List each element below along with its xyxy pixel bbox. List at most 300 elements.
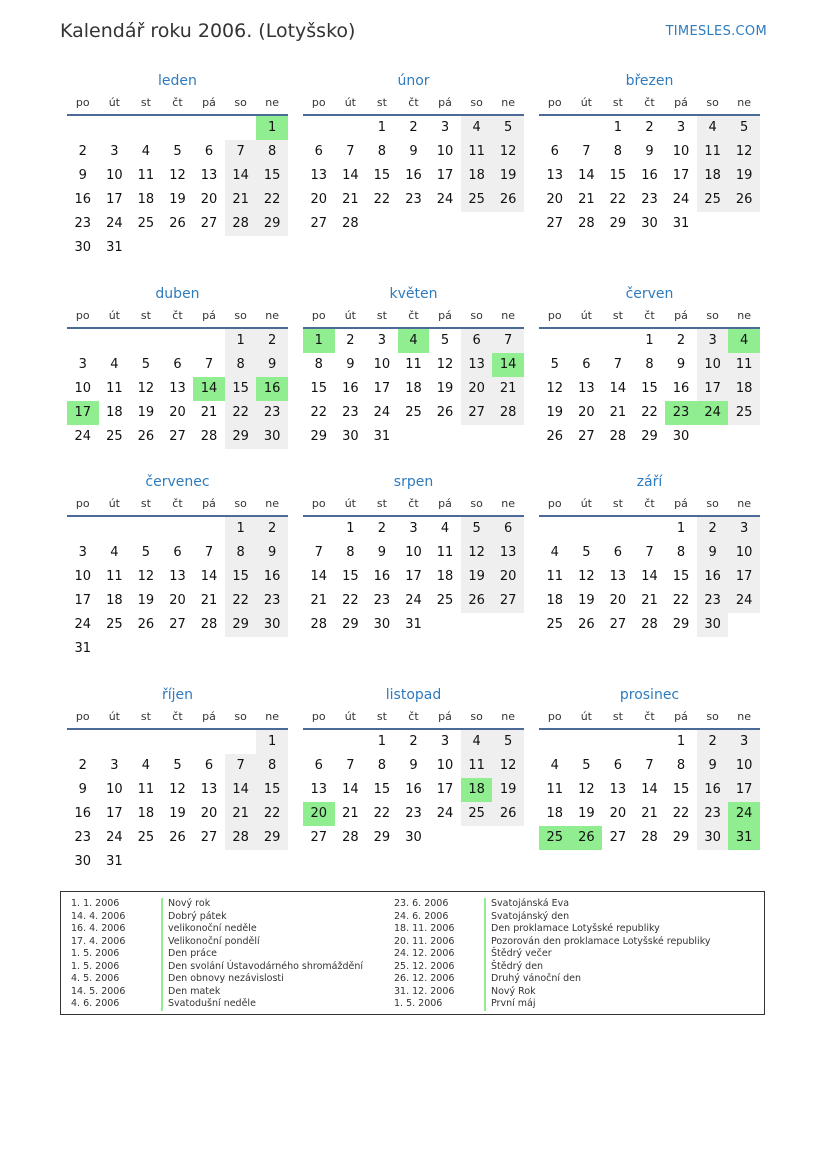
day-cell: 15 [225, 565, 257, 589]
weekday-header [539, 92, 760, 116]
day-cell: 31 [672, 216, 690, 231]
day-cell: 22 [256, 802, 288, 826]
weekday-label: út [108, 96, 120, 109]
day-cell: 30 [405, 830, 422, 845]
day-cell: 20 [609, 806, 627, 821]
day-cell: 18 [546, 806, 564, 821]
day-cell: 16 [373, 569, 391, 584]
day-cell: 23 [256, 589, 288, 613]
holiday-row [71, 898, 363, 911]
day-cell: 20 [578, 405, 595, 420]
empty-cell [225, 730, 257, 754]
month-calendar [67, 70, 288, 260]
weekday-label: pá [674, 96, 688, 109]
day-cell: 17 [405, 569, 422, 584]
day-cell: 12 [578, 569, 595, 584]
weekday-label: čt [172, 309, 183, 322]
weekday-label: čt [408, 497, 419, 510]
day-cell: 20 [546, 192, 564, 207]
month-calendar [67, 471, 288, 661]
empty-cell [99, 730, 131, 754]
day-cell: 14 [641, 782, 658, 797]
day-cell: 21 [310, 593, 328, 608]
day-cell: 16 [256, 565, 288, 589]
day-cell: 12 [492, 754, 524, 778]
day-cell: 9 [346, 357, 355, 372]
weekday-label: pá [202, 710, 216, 723]
holiday-date: 23. 6. 2006 [394, 898, 449, 909]
day-cell: 1 [676, 521, 686, 536]
day-cell: 24 [74, 429, 92, 444]
day-cell: 31 [106, 854, 123, 869]
empty-cell [193, 116, 225, 140]
day-cell: 9 [78, 782, 87, 797]
day-cell: 4 [461, 730, 493, 754]
weekday-label: ne [501, 309, 516, 322]
weekday-label: čt [408, 710, 419, 723]
day-cell: 8 [377, 758, 387, 773]
day-cell: 15 [609, 168, 627, 183]
day-cell: 29 [256, 826, 288, 850]
empty-cell [162, 517, 194, 541]
day-cell: 30 [256, 613, 288, 637]
weekday-label: po [547, 96, 562, 109]
day-cell: 23 [405, 192, 422, 207]
day-cell: 11 [137, 168, 155, 183]
day-cell: 11 [106, 381, 123, 396]
holiday-name: Štědrý večer [484, 948, 552, 961]
day-cell: 17 [728, 565, 760, 589]
day-cell: 3 [78, 545, 87, 560]
weekday-label: út [344, 497, 356, 510]
day-grid [303, 116, 524, 236]
day-cell: 18 [436, 569, 454, 584]
day-cell: 10 [106, 168, 123, 183]
holiday-name: Pozorován den proklamace Lotyšské republiky [484, 936, 710, 949]
day-cell: 10 [672, 144, 690, 159]
day-cell: 15 [373, 168, 391, 183]
day-cell: 2 [78, 144, 87, 159]
holiday-name: Den práce [161, 948, 217, 961]
holiday-row [71, 911, 363, 924]
day-cell: 18 [461, 778, 493, 802]
empty-cell [602, 329, 634, 353]
weekday-label: pá [438, 497, 452, 510]
day-cell: 30 [373, 617, 391, 632]
day-cell: 30 [74, 854, 92, 869]
page-title: Kalendář roku 2006. (Lotyšsko) [60, 20, 356, 42]
day-cell: 26 [492, 802, 524, 826]
day-cell: 6 [204, 144, 214, 159]
weekday-label: pá [438, 309, 452, 322]
day-cell: 19 [461, 565, 493, 589]
day-cell: 13 [169, 569, 186, 584]
day-cell: 28 [310, 617, 328, 632]
weekday-label: so [706, 497, 719, 510]
day-cell: 6 [314, 144, 323, 159]
day-cell: 15 [373, 782, 391, 797]
day-cell: 17 [672, 168, 690, 183]
day-cell: 3 [110, 144, 119, 159]
empty-cell [67, 329, 99, 353]
day-cell: 7 [492, 329, 524, 353]
day-cell: 16 [672, 381, 690, 396]
day-cell: 20 [200, 192, 218, 207]
weekday-header [67, 305, 288, 329]
holiday-name: Den svolání Ústavodárného shromáždění [161, 961, 363, 974]
day-grid [539, 116, 760, 236]
empty-cell [303, 730, 335, 754]
day-cell: 29 [641, 429, 658, 444]
day-cell: 6 [613, 545, 623, 560]
day-cell: 4 [550, 758, 559, 773]
empty-cell [130, 329, 162, 353]
day-cell: 21 [225, 802, 257, 826]
day-cell: 22 [672, 806, 690, 821]
weekday-label: čt [408, 309, 419, 322]
day-cell: 8 [256, 140, 288, 164]
day-cell: 25 [106, 429, 123, 444]
empty-cell [99, 116, 131, 140]
day-cell: 5 [461, 517, 493, 541]
holiday-date: 1. 5. 2006 [71, 960, 120, 972]
holiday-name: Nový Rok [484, 986, 536, 999]
day-cell: 12 [461, 541, 493, 565]
day-cell: 10 [436, 758, 454, 773]
day-cell: 26 [137, 617, 155, 632]
month-name: srpen [393, 474, 434, 490]
day-cell: 20 [169, 593, 186, 608]
day-cell: 16 [74, 806, 92, 821]
day-cell: 30 [672, 429, 690, 444]
day-cell: 7 [314, 545, 323, 560]
day-cell: 23 [256, 401, 288, 425]
day-cell: 8 [676, 758, 686, 773]
day-cell: 10 [373, 357, 391, 372]
day-cell: 4 [110, 357, 119, 372]
holiday-name: Štědrý den [484, 961, 543, 974]
empty-cell [67, 730, 99, 754]
brand-link[interactable]: TIMESLES.COM [665, 24, 767, 39]
day-cell: 25 [461, 802, 493, 826]
day-cell: 28 [225, 212, 257, 236]
empty-cell [99, 329, 131, 353]
day-cell: 10 [74, 381, 92, 396]
day-cell: 15 [256, 778, 288, 802]
holiday-name: Svatodušní neděle [161, 998, 256, 1011]
day-cell: 17 [373, 381, 391, 396]
weekday-label: čt [644, 96, 655, 109]
weekday-header [67, 493, 288, 517]
holiday-row [71, 986, 363, 999]
empty-cell [571, 730, 603, 754]
day-cell: 9 [676, 357, 686, 372]
holiday-name: Dobrý pátek [161, 911, 227, 924]
weekday-label: čt [172, 497, 183, 510]
month-name: duben [155, 286, 200, 302]
weekday-label: út [108, 710, 120, 723]
month-calendar [67, 684, 288, 874]
day-cell: 13 [578, 381, 595, 396]
day-cell: 29 [373, 830, 391, 845]
day-cell: 13 [310, 168, 328, 183]
weekday-label: pá [674, 309, 688, 322]
weekday-header [303, 493, 524, 517]
day-cell: 25 [436, 593, 454, 608]
day-cell: 27 [461, 401, 493, 425]
day-cell: 7 [645, 545, 654, 560]
day-cell: 18 [461, 164, 493, 188]
day-cell: 20 [169, 405, 186, 420]
day-cell: 24 [728, 802, 760, 826]
day-cell: 8 [225, 353, 257, 377]
day-cell: 12 [578, 782, 595, 797]
weekday-label: st [140, 309, 151, 322]
weekday-label: út [580, 309, 592, 322]
day-cell: 7 [204, 545, 214, 560]
weekday-label: po [75, 710, 90, 723]
empty-cell [162, 730, 194, 754]
holiday-row [394, 898, 710, 911]
day-cell: 3 [110, 758, 119, 773]
weekday-label: po [75, 497, 90, 510]
day-cell: 29 [342, 617, 359, 632]
month-calendar [539, 471, 760, 637]
weekday-label: čt [172, 96, 183, 109]
day-cell: 8 [314, 357, 323, 372]
day-cell: 21 [342, 192, 359, 207]
day-cell: 6 [314, 758, 323, 773]
day-cell: 24 [106, 216, 123, 231]
day-cell: 19 [492, 164, 524, 188]
weekday-label: st [612, 710, 623, 723]
weekday-label: so [470, 96, 483, 109]
holiday-row [71, 923, 363, 936]
weekday-label: pá [202, 96, 216, 109]
day-cell: 14 [492, 353, 524, 377]
day-cell: 5 [582, 545, 591, 560]
day-cell: 8 [346, 545, 355, 560]
month-calendar [539, 283, 760, 449]
day-cell: 14 [310, 569, 328, 584]
day-cell: 16 [405, 168, 422, 183]
holiday-column-left [71, 898, 363, 1011]
day-cell: 29 [672, 617, 690, 632]
day-cell: 29 [609, 216, 627, 231]
day-cell: 14 [193, 377, 225, 401]
weekday-label: so [706, 96, 719, 109]
day-cell: 31 [74, 641, 92, 656]
holiday-date: 18. 11. 2006 [394, 923, 455, 934]
day-cell: 31 [373, 429, 391, 444]
day-cell: 26 [436, 405, 454, 420]
day-cell: 27 [546, 216, 564, 231]
empty-cell [602, 517, 634, 541]
day-cell: 8 [613, 144, 623, 159]
day-cell: 26 [461, 589, 493, 613]
day-cell: 18 [697, 164, 729, 188]
day-cell: 31 [405, 617, 422, 632]
day-cell: 29 [256, 212, 288, 236]
empty-cell [571, 329, 603, 353]
day-cell: 10 [74, 569, 92, 584]
holiday-date: 14. 5. 2006 [71, 985, 126, 997]
day-cell: 1 [676, 734, 686, 749]
day-cell: 2 [256, 517, 288, 541]
empty-cell [225, 116, 257, 140]
weekday-label: út [580, 497, 592, 510]
day-cell: 23 [665, 401, 697, 425]
day-cell: 6 [550, 144, 559, 159]
day-cell: 19 [578, 593, 595, 608]
holiday-date: 25. 12. 2006 [394, 960, 455, 972]
day-cell: 21 [342, 806, 359, 821]
weekday-label: út [344, 309, 356, 322]
day-cell: 27 [169, 429, 186, 444]
day-cell: 24 [373, 405, 391, 420]
month-calendar [539, 684, 760, 850]
day-cell: 4 [110, 545, 119, 560]
weekday-label: so [234, 309, 247, 322]
day-cell: 30 [697, 826, 729, 850]
day-cell: 3 [78, 357, 87, 372]
month-name: říjen [161, 687, 194, 703]
day-cell: 9 [256, 541, 288, 565]
day-cell: 9 [256, 353, 288, 377]
day-cell: 4 [141, 758, 151, 773]
empty-cell [335, 116, 367, 140]
day-cell: 4 [461, 116, 493, 140]
day-cell: 1 [346, 521, 355, 536]
weekday-label: so [234, 497, 247, 510]
weekday-label: so [234, 710, 247, 723]
holiday-name: Svatojánský den [484, 911, 569, 924]
month-calendar [67, 283, 288, 449]
day-cell: 1 [645, 333, 654, 348]
day-cell: 20 [310, 192, 328, 207]
day-grid [539, 329, 760, 449]
weekday-header [539, 305, 760, 329]
day-cell: 19 [546, 405, 564, 420]
day-cell: 21 [641, 593, 658, 608]
day-cell: 28 [492, 401, 524, 425]
day-cell: 25 [106, 617, 123, 632]
day-cell: 11 [436, 545, 454, 560]
day-cell: 22 [672, 593, 690, 608]
empty-cell [193, 329, 225, 353]
day-cell: 3 [728, 517, 760, 541]
day-cell: 27 [492, 589, 524, 613]
holiday-date: 1. 5. 2006 [71, 948, 120, 959]
day-cell: 12 [728, 140, 760, 164]
day-cell: 9 [645, 144, 654, 159]
month-calendar [303, 471, 524, 637]
day-cell: 6 [582, 357, 591, 372]
weekday-label: út [108, 309, 120, 322]
weekday-header [303, 92, 524, 116]
day-cell: 22 [373, 192, 391, 207]
weekday-label: so [234, 96, 247, 109]
day-cell: 16 [74, 192, 92, 207]
holiday-row [71, 998, 363, 1011]
day-cell: 21 [492, 377, 524, 401]
weekday-label: st [612, 497, 623, 510]
day-cell: 16 [256, 377, 288, 401]
day-cell: 3 [440, 734, 450, 749]
weekday-header [67, 92, 288, 116]
day-cell: 15 [342, 569, 359, 584]
weekday-label: út [580, 96, 592, 109]
weekday-label: pá [438, 710, 452, 723]
empty-cell [99, 517, 131, 541]
day-cell: 4 [728, 329, 760, 353]
empty-cell [303, 116, 335, 140]
day-cell: 25 [539, 826, 571, 850]
month-calendar [539, 70, 760, 236]
holiday-date: 1. 1. 2006 [71, 898, 120, 909]
weekday-label: st [376, 710, 387, 723]
month-name: červen [625, 286, 674, 302]
day-cell: 25 [546, 617, 564, 632]
empty-cell [130, 517, 162, 541]
day-cell: 18 [405, 381, 422, 396]
day-cell: 5 [492, 730, 524, 754]
holiday-name: Svatojánská Eva [484, 898, 569, 911]
day-cell: 30 [641, 216, 658, 231]
day-cell: 23 [373, 593, 391, 608]
day-cell: 15 [256, 164, 288, 188]
day-cell: 2 [676, 333, 686, 348]
holiday-name: První máj [484, 998, 536, 1011]
day-cell: 12 [436, 357, 454, 372]
weekday-label: so [470, 309, 483, 322]
holiday-row [394, 911, 710, 924]
day-cell: 22 [256, 188, 288, 212]
day-cell: 6 [613, 758, 623, 773]
day-cell: 22 [641, 405, 658, 420]
day-cell: 5 [173, 758, 182, 773]
day-cell: 10 [436, 144, 454, 159]
day-cell: 23 [405, 806, 422, 821]
holiday-row [71, 961, 363, 974]
empty-cell [539, 329, 571, 353]
day-cell: 1 [377, 734, 387, 749]
day-cell: 27 [310, 216, 328, 231]
holiday-row [394, 948, 710, 961]
month-name: únor [397, 73, 430, 89]
day-cell: 26 [546, 429, 564, 444]
weekday-label: ne [737, 96, 752, 109]
day-cell: 26 [137, 429, 155, 444]
day-cell: 7 [645, 758, 654, 773]
weekday-label: čt [644, 710, 655, 723]
weekday-label: ne [265, 309, 280, 322]
day-cell: 30 [74, 240, 92, 255]
day-cell: 19 [137, 405, 155, 420]
day-cell: 5 [582, 758, 591, 773]
day-cell: 6 [204, 758, 214, 773]
holiday-date: 17. 4. 2006 [71, 935, 126, 947]
day-cell: 11 [546, 569, 564, 584]
holiday-name: velikonoční neděle [161, 923, 257, 936]
day-grid [67, 329, 288, 449]
holiday-row [71, 948, 363, 961]
day-cell: 26 [571, 826, 603, 850]
holiday-date: 20. 11. 2006 [394, 935, 455, 947]
weekday-label: čt [408, 96, 419, 109]
month-calendar [303, 283, 524, 449]
month-name: leden [158, 73, 197, 89]
